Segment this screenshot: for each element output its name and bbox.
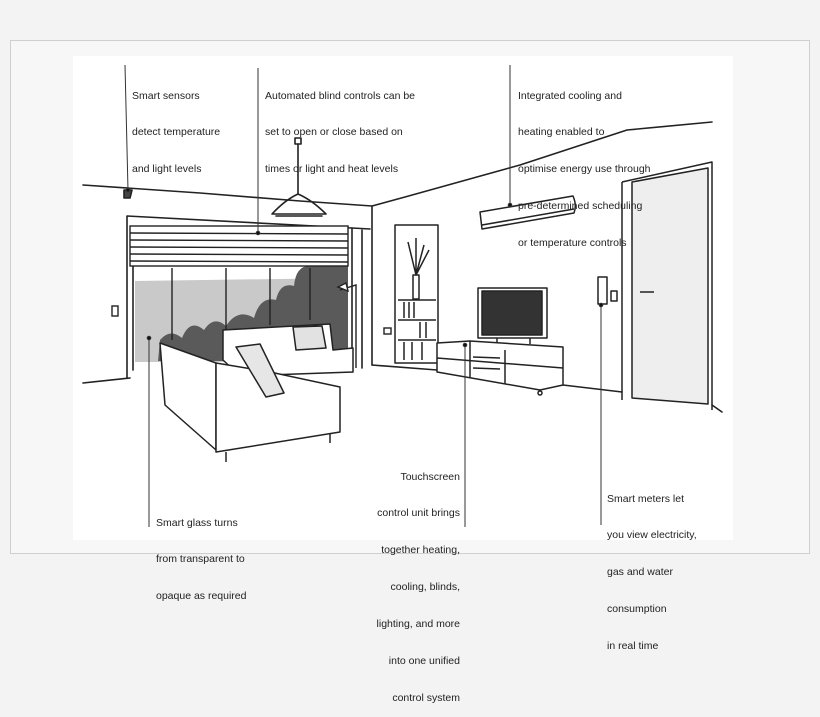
callout-line: times or light and heat levels xyxy=(265,163,399,176)
callout-line: from transparent to xyxy=(156,553,245,566)
callout-line: and light levels xyxy=(132,163,202,176)
smart-meter xyxy=(598,277,607,304)
automated-blind xyxy=(130,226,348,266)
floor-right-2 xyxy=(563,385,622,392)
callout-line: Smart glass turns xyxy=(156,516,238,529)
callout-line: heating enabled to xyxy=(518,126,605,139)
callout-line: Touchscreen xyxy=(400,470,460,483)
callout-smart-sensors xyxy=(132,65,220,188)
floor-right-3 xyxy=(712,405,722,412)
tv-stand xyxy=(437,341,563,390)
light-switch xyxy=(112,306,118,316)
callout-line: detect temperature xyxy=(132,126,221,139)
callout-line: consumption xyxy=(607,603,667,616)
sofa-cushion-back xyxy=(293,326,326,350)
callout-automated-blinds xyxy=(265,65,415,188)
callout-touchscreen xyxy=(377,446,460,717)
callout-line: Smart sensors xyxy=(132,89,200,102)
callout-line: opaque as required xyxy=(156,590,247,603)
vase-plant xyxy=(408,238,429,275)
callout-line: or temperature controls xyxy=(518,237,627,250)
pendant-lamp-icon xyxy=(272,194,326,214)
sofa-front xyxy=(216,363,340,452)
callout-line: Integrated cooling and xyxy=(518,89,622,102)
callout-line: control system xyxy=(392,691,460,704)
callout-line: optimise energy use through xyxy=(518,163,651,176)
callout-smart-meters xyxy=(607,468,697,665)
callout-line: cooling, blinds, xyxy=(390,581,460,594)
callout-line: set to open or close based on xyxy=(265,126,403,139)
callout-line: Smart meters let xyxy=(607,492,685,505)
callout-integrated-cooling xyxy=(518,65,651,262)
callout-line: into one unified xyxy=(388,655,460,668)
callout-line: Automated blind controls can be xyxy=(265,89,416,102)
callout-line: control unit brings xyxy=(377,507,460,520)
callout-line: in real time xyxy=(607,640,659,653)
callout-line: you view electricity, xyxy=(607,529,697,542)
callout-line: pre-determined scheduling xyxy=(518,200,643,213)
callout-line: gas and water xyxy=(607,566,673,579)
callout-smart-glass xyxy=(156,492,247,615)
floor-left xyxy=(83,378,130,383)
callout-line: lighting, and more xyxy=(376,618,460,631)
floor-right xyxy=(372,365,437,370)
leader-sensors xyxy=(125,65,128,190)
callout-line: together heating, xyxy=(381,544,460,557)
